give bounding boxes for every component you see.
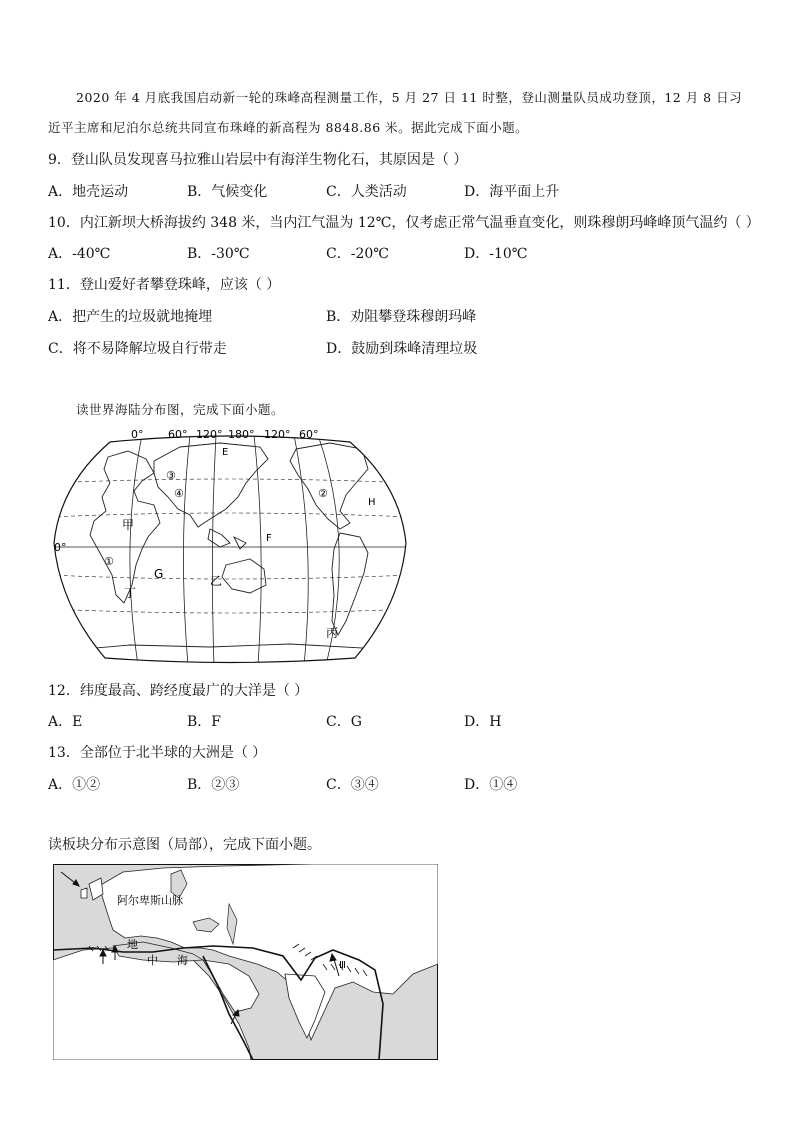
question-13-option-b: B．②③ <box>187 777 240 793</box>
map-intro-text: 读世界海陆分布图，完成下面小题。 <box>76 402 285 417</box>
continent-label-1: ① <box>104 555 114 568</box>
question-9-option-c: C．人类活动 <box>326 184 407 200</box>
label-bing: 丙 <box>326 626 339 640</box>
question-12-option-d: D．H <box>464 714 502 730</box>
question-12-stem: 12．纬度最高、跨经度最广的大洋是（ ） <box>48 683 309 699</box>
meridian-180 <box>254 435 261 665</box>
lon-label-0: 0° <box>131 428 144 441</box>
intro-paragraph-line-1: 2020 年 4 月底我国启动新一轮的珠峰高程测量工作，5 月 27 日 11 时整，登山测量队员成功登顶，12 月 8 日习 <box>76 90 743 105</box>
question-12-option-c: C．G <box>326 714 362 730</box>
north-america-outline <box>290 443 368 529</box>
label-jia: 甲 <box>122 518 135 532</box>
ocean-label-e: E <box>222 447 229 458</box>
continent-label-2: ② <box>318 487 328 500</box>
label-hai: 海 <box>177 954 188 967</box>
label-roman-three: Ⅲ <box>339 960 346 971</box>
lon-label-120w: 120° <box>264 428 291 441</box>
lon-label-180: 180° <box>228 428 255 441</box>
question-11-option-b: B．劝阻攀登珠穆朗玛峰 <box>326 309 477 325</box>
question-12-option-a: A．E <box>48 714 83 730</box>
label-di: 地 <box>127 938 138 951</box>
question-13-option-a: A．①② <box>48 777 101 793</box>
question-9-option-a: A．地壳运动 <box>48 184 129 200</box>
intro-paragraph-line-2: 近平主席和尼泊尔总统共同宣布珠峰的新高程为 8848.86 米。据此完成下面小题。 <box>48 120 529 135</box>
alps-label: 阿尔卑斯山脉 <box>117 894 183 907</box>
ocean-label-g: G <box>154 567 164 581</box>
antarctica-outline <box>54 644 406 665</box>
continent-label-3: ③ <box>166 469 176 482</box>
question-13-option-d: D．①④ <box>464 777 518 793</box>
question-9-option-d: D．海平面上升 <box>464 184 560 200</box>
question-11-stem: 11．登山爱好者攀登珠峰，应该（ ） <box>48 277 281 293</box>
question-13-option-c: C．③④ <box>326 777 379 793</box>
question-9-stem: 9．登山队员发现喜马拉雅山岩层中有海洋生物化石，其原因是（ ） <box>48 152 468 168</box>
map-frame <box>54 436 406 663</box>
label-zhong: 中 <box>147 954 158 967</box>
question-12-option-b: B．F <box>187 714 222 730</box>
plate-map-intro-text: 读板块分布示意图（局部），完成下面小题。 <box>48 837 321 853</box>
question-11-option-d: D．鼓励到珠峰清理垃圾 <box>326 341 478 357</box>
lon-label-60w: 60° <box>299 428 319 441</box>
label-yi: 乙 <box>210 574 223 588</box>
label-ding: 丁 <box>124 586 137 600</box>
australia-outline <box>222 559 266 593</box>
meridian-120w <box>294 435 308 665</box>
world-land-sea-map <box>50 425 410 665</box>
question-11-option-a: A．把产生的垃圾就地掩埋 <box>48 309 213 325</box>
question-13-stem: 13．全部位于北半球的大洲是（ ） <box>48 745 267 761</box>
question-10-option-d: D．-10℃ <box>464 246 528 262</box>
meridian-60 <box>183 435 190 665</box>
meridian-0 <box>130 435 142 665</box>
question-10-option-b: B．-30℃ <box>187 246 250 262</box>
ocean-label-f: F <box>266 533 272 544</box>
question-10-stem: 10．内江新坝大桥海拔约 348 米，当内江气温为 12℃，仅考虑正常气温垂直变化，则珠穆朗玛峰峰顶气温约（ ） <box>48 215 760 231</box>
meridian-120e <box>212 435 216 665</box>
plate-distribution-map <box>53 864 438 1060</box>
question-10-option-c: C．-20℃ <box>326 246 389 262</box>
lon-label-120e: 120° <box>196 428 223 441</box>
lat-label-equator: 0° <box>54 541 67 554</box>
south-america-outline <box>332 533 368 635</box>
ocean-label-h: H <box>368 497 376 508</box>
question-9-option-b: B．气候变化 <box>187 184 268 200</box>
asia-outline <box>154 443 268 527</box>
continent-label-4: ④ <box>174 487 184 500</box>
question-11-option-c: C．将不易降解垃圾自行带走 <box>48 341 227 357</box>
lon-label-60e: 60° <box>168 428 188 441</box>
question-10-option-a: A．-40℃ <box>48 246 111 262</box>
